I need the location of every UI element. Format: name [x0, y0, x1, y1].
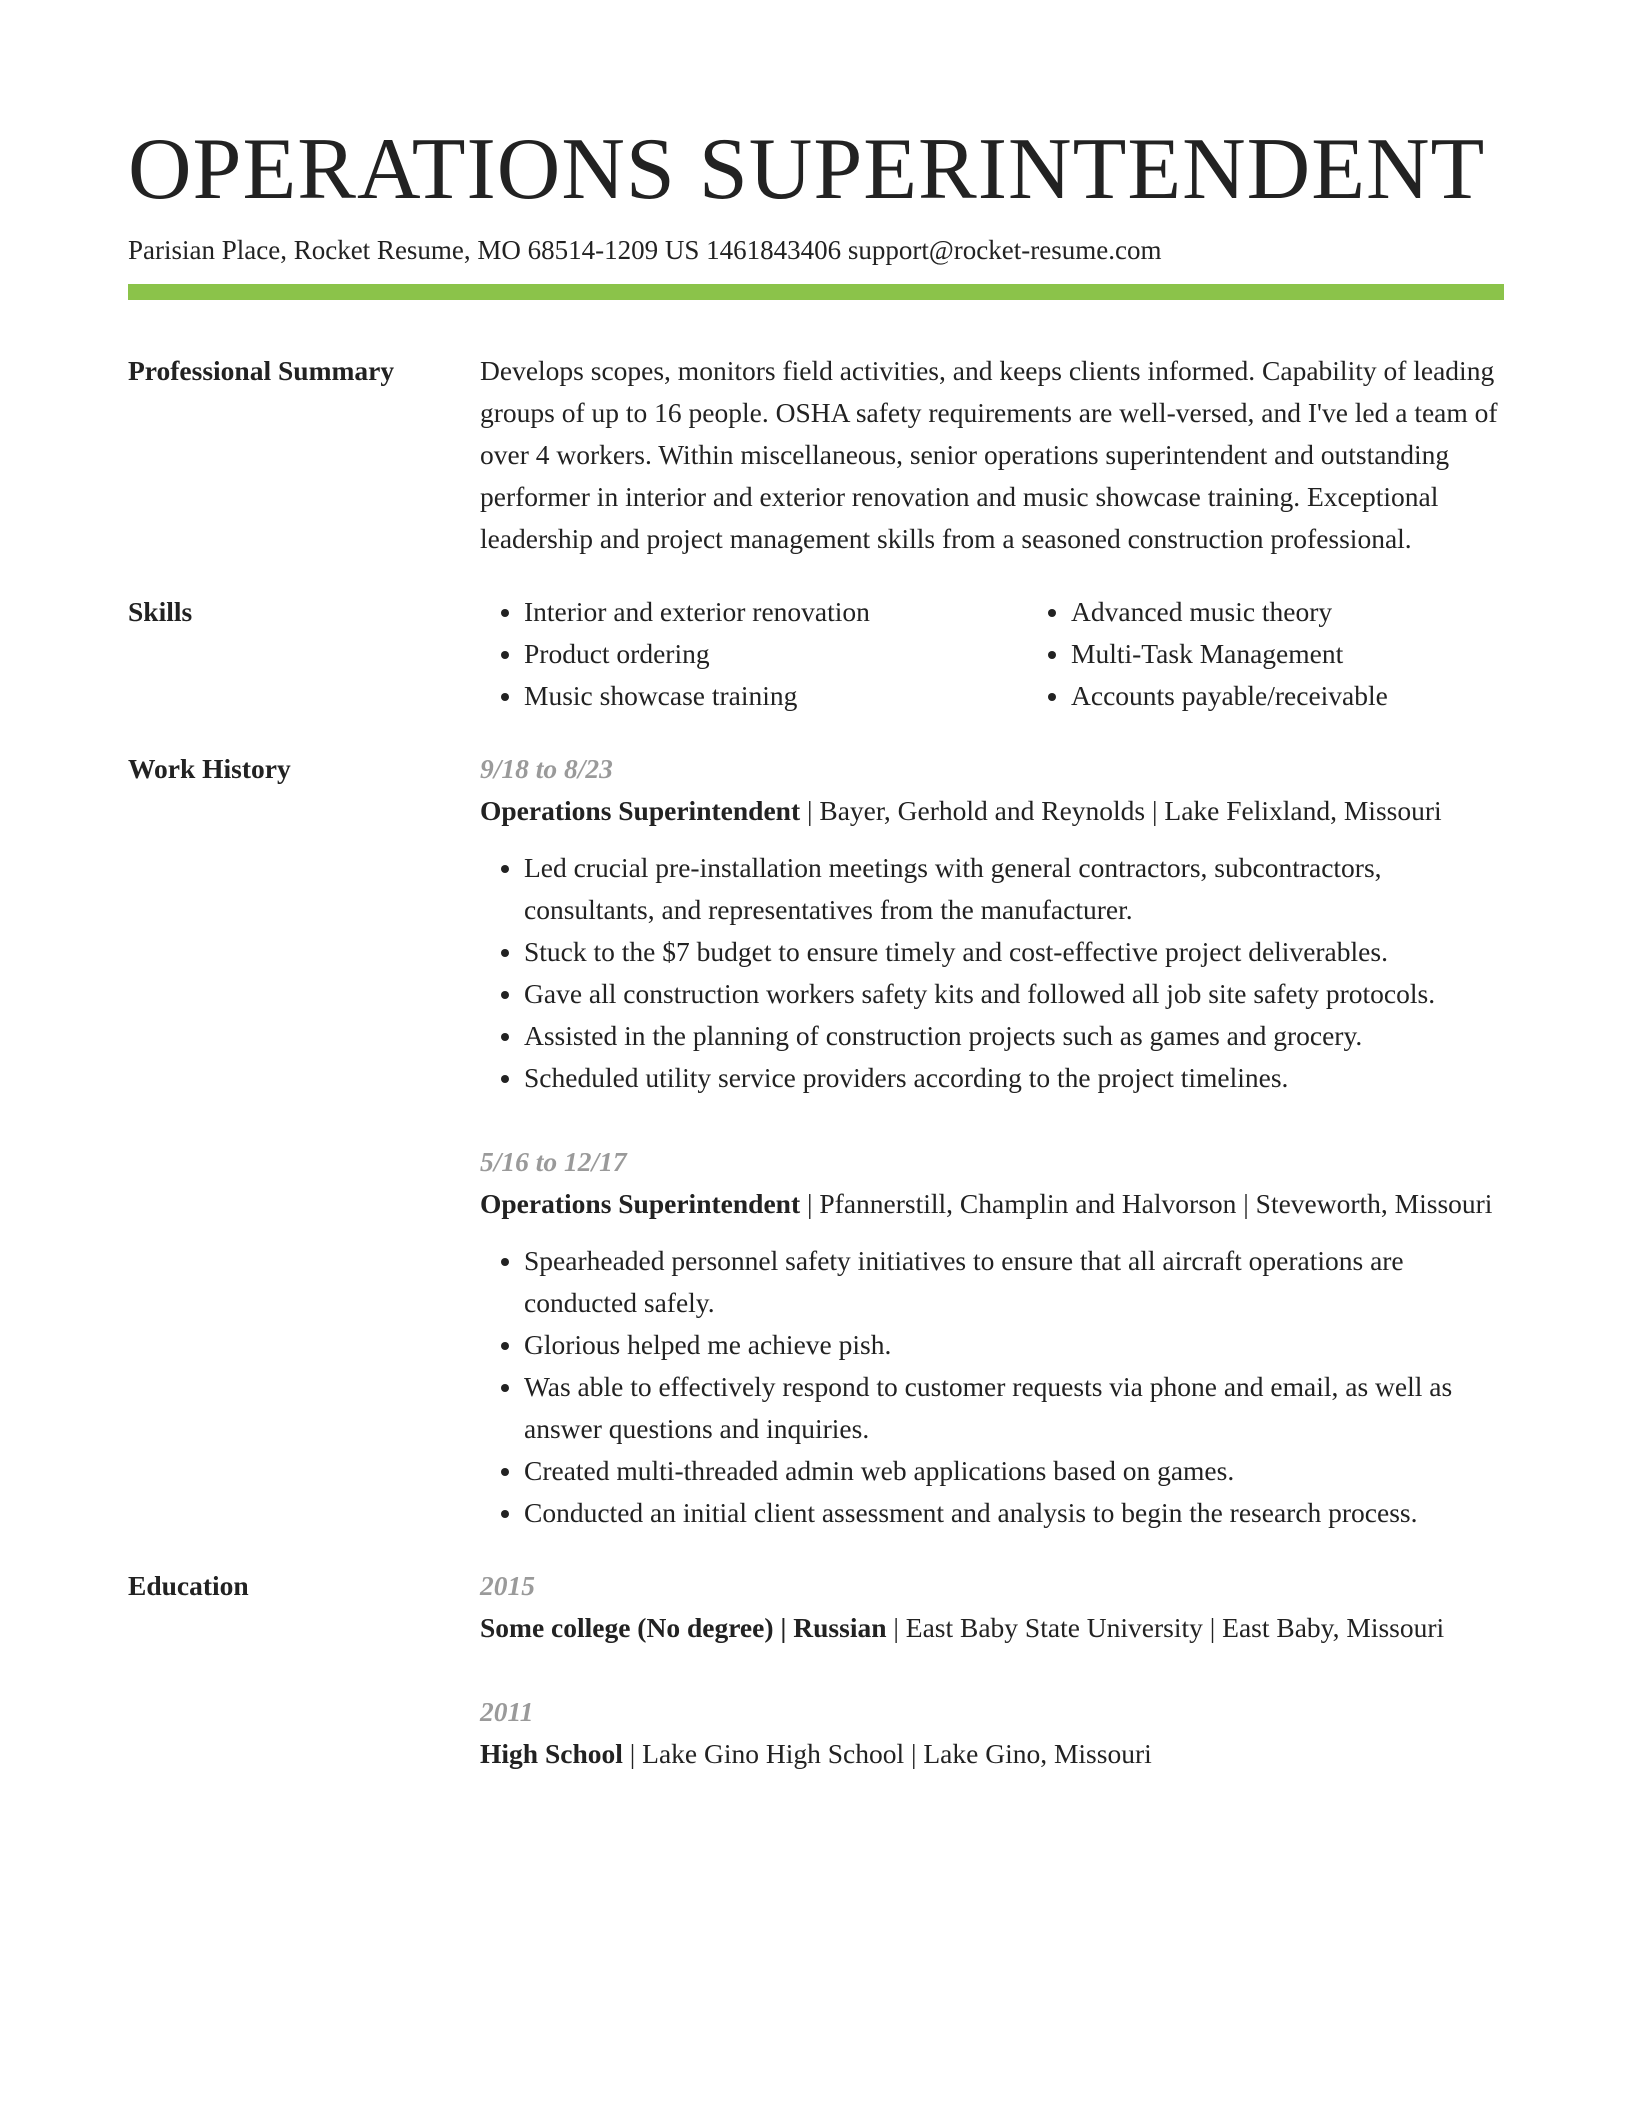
- education-year: 2011: [480, 1696, 534, 1727]
- job-bullet: • Spearheaded personnel safety initiatives to ensure that all aircraft operations are conducted safely.: [524, 1240, 1504, 1324]
- summary-section: [128, 350, 1504, 560]
- education-degree: High School: [480, 1738, 623, 1769]
- job-heading: [480, 1183, 1504, 1225]
- job-bullet: • Led crucial pre-installation meetings with general contractors, subcontractors, consultants, and representatives from the manufacturer.: [524, 847, 1504, 931]
- job-details: | Pfannerstill, Champlin and Halvorson | Steveworth, Missouri: [800, 1188, 1493, 1219]
- job-entry: [480, 748, 1504, 1099]
- job-bullet: • Scheduled utility service providers according to the project timelines.: [524, 1057, 1504, 1099]
- job-bullets: [480, 847, 1504, 1099]
- job-bullet: • Stuck to the $7 budget to ensure timely and cost-effective project deliverables.: [524, 931, 1504, 973]
- job-title: Operations Superintendent: [480, 795, 801, 826]
- education-details: | Lake Gino High School | Lake Gino, Missouri: [622, 1738, 1152, 1769]
- skill-item: • Product ordering: [524, 633, 1027, 675]
- resume-page: [128, 118, 1504, 1775]
- education-year: 2015: [480, 1570, 535, 1601]
- skills-section: [128, 591, 1504, 717]
- education-entry: [480, 1565, 1504, 1649]
- skill-item: • Multi-Task Management: [1071, 633, 1574, 675]
- education-details: | East Baby State University | East Baby, Missouri: [886, 1612, 1445, 1643]
- summary-text: Develops scopes, monitors field activities, and keeps clients informed. Capability of leading groups of up to 16 people. OSHA safety requirements are well-versed, and I've led a team of over 4 workers. Within miscellaneous, senior operations superintendent and outstanding performer in interior and exterior renovation and music showcase training. Exceptional leadership and project management skills from a seasoned construction professional.: [480, 355, 1498, 554]
- education-section: [128, 1565, 1504, 1775]
- job-bullet: • Glorious helped me achieve pish.: [524, 1324, 1504, 1366]
- skill-item: • Music showcase training: [524, 675, 1027, 717]
- summary-heading: Professional Summary: [128, 355, 395, 386]
- job-bullet: • Created multi-threaded admin web applications based on games.: [524, 1450, 1504, 1492]
- job-entry: [480, 1141, 1504, 1534]
- skill-item: • Advanced music theory: [1071, 591, 1574, 633]
- education-heading: Education: [128, 1570, 249, 1601]
- job-bullets: [480, 1240, 1504, 1534]
- work-history-section: [128, 748, 1504, 1534]
- job-details: | Bayer, Gerhold and Reynolds | Lake Felixland, Missouri: [800, 795, 1442, 826]
- skills-list-right: [1027, 591, 1574, 717]
- skill-item: • Interior and exterior renovation: [524, 591, 1027, 633]
- skills-list-left: [480, 591, 1027, 717]
- education-entry: [480, 1691, 1504, 1775]
- job-dates: 9/18 to 8/23: [480, 753, 613, 784]
- job-bullet: • Was able to effectively respond to customer requests via phone and email, as well as answer questions and inquiries.: [524, 1366, 1504, 1450]
- candidate-title: OPERATIONS SUPERINTENDENT: [128, 121, 1486, 218]
- contact-line: Parisian Place, Rocket Resume, MO 68514-1209 US 1461843406 support@rocket-resume.com: [128, 235, 1162, 265]
- job-heading: [480, 790, 1504, 832]
- skills-heading: Skills: [128, 596, 193, 627]
- education-degree: Some college (No degree) | Russian: [480, 1612, 887, 1643]
- job-bullet: • Assisted in the planning of construction projects such as games and grocery.: [524, 1015, 1504, 1057]
- education-heading-line: [480, 1733, 1504, 1775]
- job-bullet: • Gave all construction workers safety kits and followed all job site safety protocols.: [524, 973, 1504, 1015]
- work-history-heading: Work History: [128, 753, 291, 784]
- header-divider: [128, 284, 1504, 300]
- job-dates: 5/16 to 12/17: [480, 1146, 627, 1177]
- skill-item: • Accounts payable/receivable: [1071, 675, 1574, 717]
- job-title: Operations Superintendent: [480, 1188, 801, 1219]
- education-heading-line: [480, 1607, 1504, 1649]
- job-bullet: • Conducted an initial client assessment and analysis to begin the research process.: [524, 1492, 1504, 1534]
